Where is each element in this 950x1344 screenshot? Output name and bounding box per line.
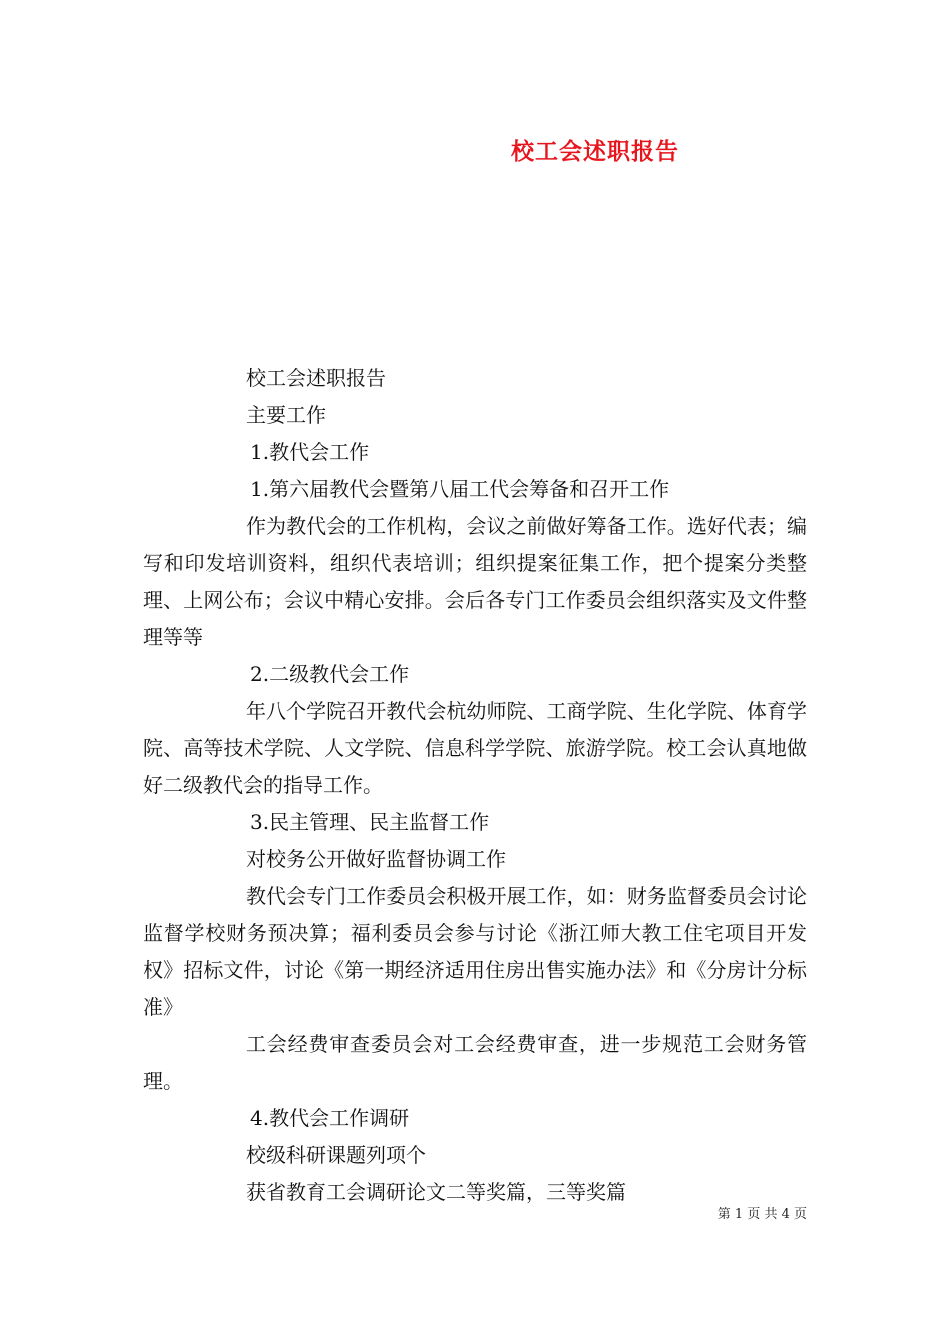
document-title: 校工会述职报告 — [511, 138, 679, 165]
section-heading-2: 2.二级教代会工作 — [250, 662, 410, 686]
section-heading-1: 1.教代会工作 — [250, 440, 370, 464]
document-body — [143, 360, 807, 1211]
paragraph-committees: 教代会专门工作委员会积极开展工作，如：财务监督委员会讨论监督学校财务预决算；福利委员会参与讨论《浙江师大教工住宅项目开发权》招标文件，讨论《第一期经济适用住房出售实施办法》和《分房计分标准》 — [143, 884, 807, 1019]
paragraph-preparation: 作为教代会的工作机构，会议之前做好筹备工作。选好代表；编写和印发培训资料，组织代表培训；组织提案征集工作，把个提案分类整理、上网公布；会议中精心安排。会后各专门工作委员会组织落实及文件整理等等 — [143, 514, 807, 649]
paragraph-supervision: 对校务公开做好监督协调工作 — [246, 847, 506, 871]
section-heading-4: 4.教代会工作调研 — [250, 1106, 410, 1130]
paragraph-funds: 工会经费审查委员会对工会经费审查，进一步规范工会财务管理。 — [143, 1032, 807, 1093]
paragraph-research: 校级科研课题列项个 — [246, 1143, 426, 1167]
paragraph-report-heading: 校工会述职报告 — [246, 366, 386, 390]
page-footer: 第 1 页 共 4 页 — [717, 1207, 807, 1222]
section-heading-3: 3.民主管理、民主监督工作 — [250, 810, 490, 834]
paragraph-main-work: 主要工作 — [246, 403, 326, 427]
paragraph-awards: 获省教育工会调研论文二等奖篇，三等奖篇 — [246, 1180, 626, 1204]
section-heading-1-1: 1.第六届教代会暨第八届工代会筹备和召开工作 — [250, 477, 670, 501]
paragraph-colleges: 年八个学院召开教代会杭幼师院、工商学院、生化学院、体育学院、高等技术学院、人文学院、信息科学学院、旅游学院。校工会认真地做好二级教代会的指导工作。 — [143, 699, 807, 797]
